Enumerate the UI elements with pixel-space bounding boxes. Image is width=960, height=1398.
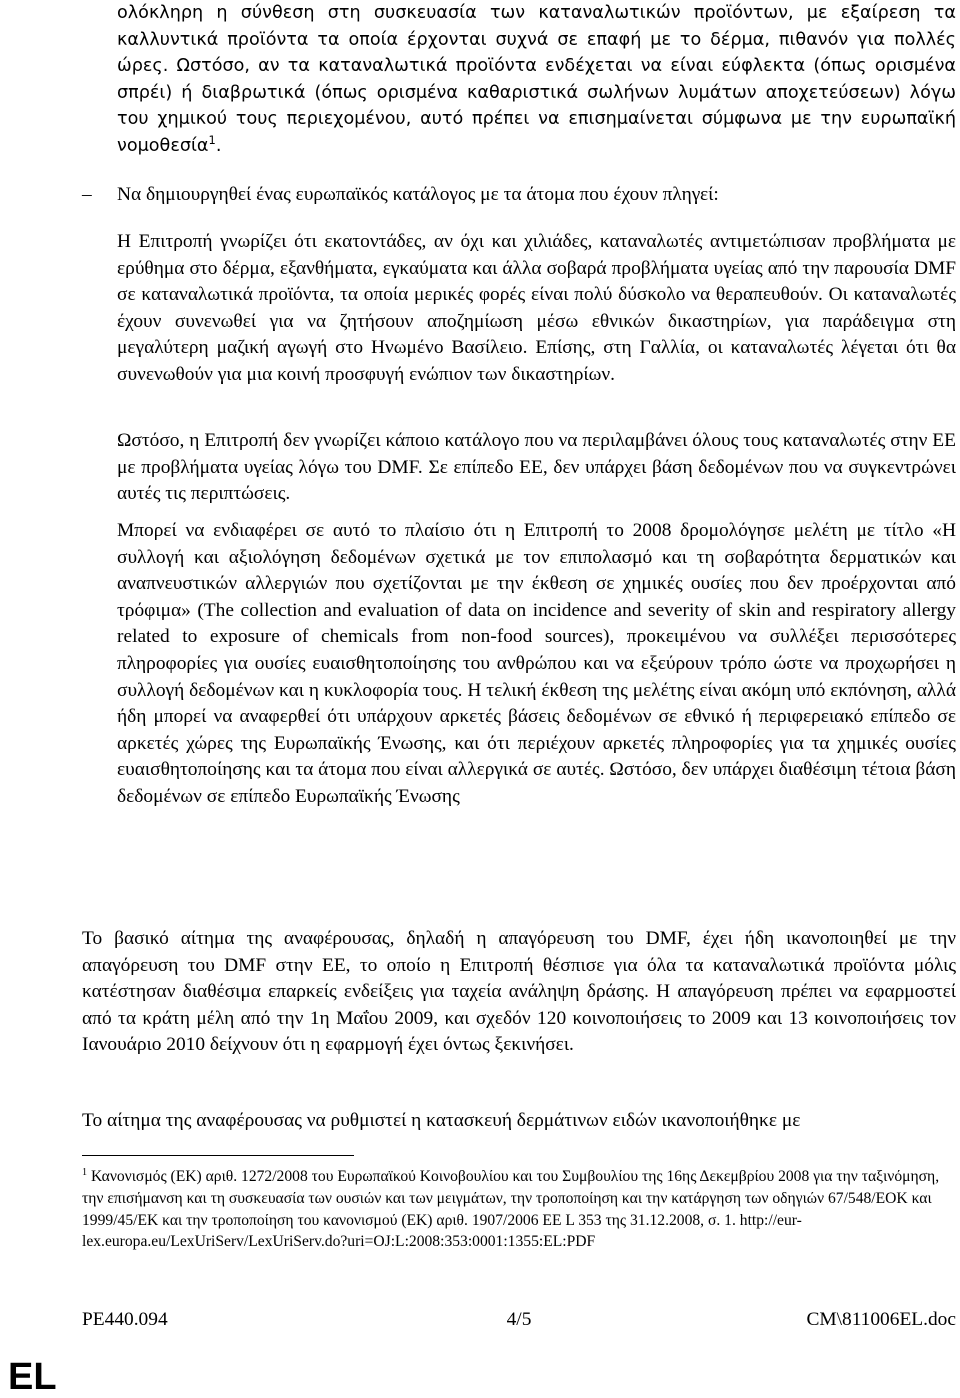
language-code: EL [8, 1356, 57, 1398]
list-item: Να δημιουργηθεί ένας ευρωπαϊκός κατάλογος με τα άτομα που έχουν πληγεί: [117, 184, 719, 205]
footnote [82, 1166, 956, 1253]
footnote-reference[interactable]: 1 [208, 133, 216, 148]
paragraph-leather-goods: Το αίτημα της αναφέρουσας να ρυθμιστεί η κατασκευή δερμάτινων ειδών ικανοποιήθηκε με [82, 1110, 801, 1131]
page-number: 4/5 [506, 1309, 532, 1330]
footnote-number: 1 [82, 1166, 88, 1178]
continuation-paragraph: ολόκληρη η σύνθεση στη συσκευασία των καταναλωτικών προϊόντων, με εξαίρεση τα καλλυντικά προϊόντα τα οποία έρχονται συχνά σε επαφή με το δέρμα, πιθανόν για πολλές ώρες. Ωστόσο, αν τα καταναλωτικά προϊόντα ενδέχεται να είναι εύφλεκτα (όπως ορισμένα σπρέι) ή διαβρωτικά (όπως ορισμένα καθαριστικά σωλήνων λυμάτων αποχετεύσεων) λόγω του χημικού τους περιεχομένου, αυτό πρέπει να επισημαίνεται σύμφωνα με την ευρωπαϊκή νομοθεσία$^1$. [117, 3, 956, 156]
paragraph-study: Μπορεί να ενδιαφέρει σε αυτό το πλαίσιο ότι η Επιτροπή το 2008 δρομολόγησε μελέτη με τίτλο «Η συλλογή και αξιολόγηση δεδομένων σχετικά με τον επιπολασμό και τη σοβαρότητα δερματικών και αναπνευστικών αλλεργιών που σχετίζονται με την έκθεση σε χημικές ουσίες που δεν προέρχονται από τρόφιμα» (The collection and evaluation of data on incidence and severity of skin and respiratory allergy related to exposure of chemicals from non-food sources), προκειμένου να συλλέξει περισσότερες πληροφορίες για ουσίες ευαισθητοποίησης του ανθρώπου και να εξεύρουν τρόπο ώστε να προχωρήσει η συλλογή δεδομένων και η κυκλοφορία τους. Η τελική έκθεση της μελέτης είναι ακόμη υπό εκπόνηση, αλλά ήδη μπορεί να αναφερθεί ότι υπάρχουν αρκετές βάσεις δεδομένων σε εθνικό ή περιφερειακό επίπεδο σε αρκετές χώρες της Ευρωπαϊκής Ένωσης, και ότι περιέχουν αρκετές πληροφορίες για τα χημικές ουσίες ευαισθητοποίησης και τα άτομα που είναι αλλεργικά σε αυτές. Ωστόσο, δεν υπάρχει διαθέσιμη τέτοια βάση δεδομένων σε επίπεδο Ευρωπαϊκής Ένωσης [117, 520, 956, 807]
paragraph-no-registry: Ωστόσο, η Επιτροπή δεν γνωρίζει κάποιο κατάλογο που να περιλαμβάνει όλους τους καταναλωτές στην ΕΕ με προβλήματα υγείας λόγω του DMF. Σε επίπεδο ΕΕ, δεν υπάρχει βάση δεδομένων που να συγκεντρώνει αυτές τις περιπτώσεις. [117, 430, 956, 505]
footnote-text: Κανονισμός (ΕΚ) αριθ. 1272/2008 του Ευρωπαϊκού Κοινοβουλίου και του Συμβουλίου της 16ης Δεκεμβρίου 2008 για την ταξινόμηση, την επισήμανση και τη συσκευασία των ουσιών και των μειγμάτων, την τροποποίηση και την κατάργηση των οδηγιών 67/548/ΕΟΚ και 1999/45/ΕΚ και την τροποποίηση του κανονισμού (ΕΚ) αριθ. 1907/2006 ΕΕ L 353 της 31.12.2008, σ. 1. [82, 1168, 940, 1229]
footer-document-name: CM\811006EL.doc [806, 1309, 956, 1330]
paragraph-dmf-ban: Το βασικό αίτημα της αναφέρουσας, δηλαδή η απαγόρευση του DMF, έχει ήδη ικανοποιηθεί με την απαγόρευση του DMF στην ΕΕ, το οποίο η Επιτροπή θέσπισε για όλα τα καταναλωτικά προϊόντα μόλις κατέστησαν διαθέσιμα επαρκείς ενδείξεις για ταχεία ανάληψη δράσης. Η απαγόρευση πρέπει να εφαρμοστεί από τα κράτη μέλη από την 1η Μαΐου 2009, και σχεδόν 120 κοινοποιήσεις το 2009 και 13 κοινοποιήσεις τον Ιανουάριο 2010 δείχνουν ότι η εφαρμογή έχει όντως ξεκινήσει. [82, 928, 956, 1056]
footnote-separator [82, 1155, 354, 1156]
list-dash: – [82, 184, 92, 205]
footer-reference: PE440.094 [82, 1309, 168, 1330]
page-footer [82, 1307, 956, 1333]
footnote-link[interactable]: http://eur- [739, 1211, 802, 1229]
paragraph-affected-persons: Η Επιτροπή γνωρίζει ότι εκατοντάδες, αν όχι και χιλιάδες, καταναλωτές αντιμετώπισαν προβλήματα με ερύθημα στο δέρμα, εξανθήματα, εγκαύματα και άλλα σοβαρά προβλήματα υγείας από την παρουσία DMF σε καταναλωτικά προϊόντα, τα οποία μερικές φορές είναι πολύ δύσκολο να θεραπευθούν. Οι καταναλωτές έχουν συνενωθεί για να ζητήσουν αποζημίωση μέσω εθνικών δικαστηρίων, για παράδειγμα στη μεγαλύτερη μαζική αγωγή στο Ηνωμένο Βασίλειο. Επίσης, στη Γαλλία, οι καταναλωτές λέγεται ότι θα συνενωθούν για μια κοινή προσφυγή ενώπιον των δικαστηρίων. [117, 231, 956, 385]
footnote-link-continued[interactable]: lex.europa.eu/LexUriServ/LexUriServ.do?uri=OJ:L:2008:353:0001:1355:EL:PDF [82, 1233, 596, 1251]
